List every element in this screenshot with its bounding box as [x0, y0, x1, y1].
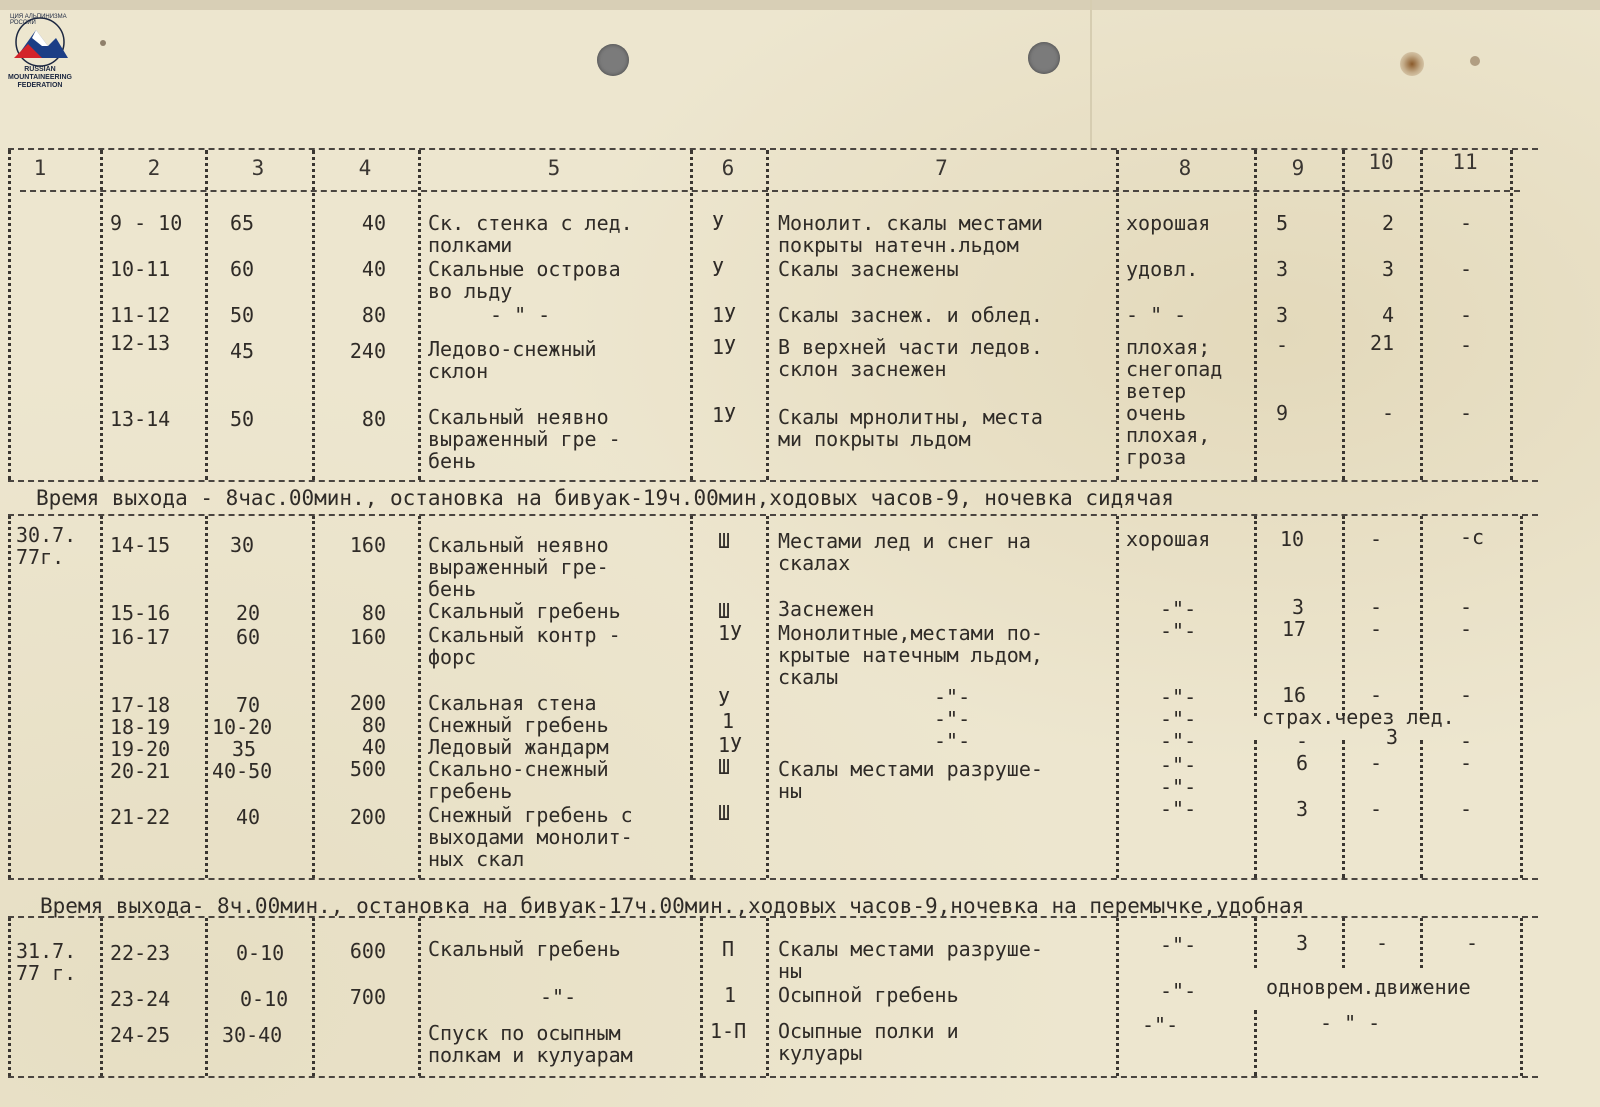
length-cell: 600 [349, 939, 386, 963]
column-rule [1254, 516, 1257, 716]
category-cell: 1 [724, 983, 737, 1007]
segment-cell: 20-21 [110, 759, 171, 783]
steepness-cell: 60 [230, 257, 255, 281]
column-rule [418, 516, 421, 878]
header-cell: 11 [1452, 150, 1478, 174]
weather-cell: плохая; снегопад ветер [1126, 335, 1223, 403]
logo-line: FEDERATION [17, 82, 63, 89]
col11-cell: - [1460, 617, 1473, 641]
col11-cell: - [1460, 595, 1473, 619]
header-cell: 4 [358, 156, 372, 180]
col9-cell: 16 [1282, 683, 1307, 707]
segment-cell: 13-14 [110, 407, 171, 431]
rust-stain [1470, 56, 1480, 66]
column-rule [700, 918, 703, 1076]
column-rule [418, 150, 421, 480]
header-cell: 10 [1368, 150, 1394, 174]
length-cell: 40 [361, 257, 386, 281]
column-rule [1254, 1010, 1257, 1076]
length-cell: 160 [349, 625, 386, 649]
category-cell: 1У [712, 335, 737, 359]
description-cell: Заснежен [778, 597, 875, 621]
header-cell: 3 [251, 156, 265, 180]
segment-cell: 18-19 [110, 715, 171, 739]
col11-cell: - [1460, 729, 1473, 753]
relief-cell: Скальный гребень [428, 937, 621, 961]
relief-cell: Ск. стенка с лед. полками [428, 211, 633, 257]
column-rule [690, 150, 693, 480]
column-rule [100, 918, 103, 1076]
col10-cell: - [1382, 401, 1395, 425]
weather-cell: хорошая [1126, 527, 1211, 551]
description-cell: Осыпной гребень [778, 983, 959, 1007]
date-cell: 31.7. 77 г. [16, 939, 77, 985]
segment-cell: 12-13 [110, 331, 171, 355]
col11-cell: - [1466, 931, 1479, 955]
relief-cell: Скальная стена [428, 691, 597, 715]
weather-cell: -"- [1160, 729, 1197, 753]
weather-cell: -"- [1160, 685, 1197, 709]
col10-cell: - [1370, 683, 1383, 707]
length-cell: 80 [361, 407, 386, 431]
rust-stain [1400, 52, 1424, 76]
steepness-cell: 10-20 [212, 715, 273, 739]
punch-hole [1028, 42, 1060, 74]
col9-cell: 17 [1282, 617, 1307, 641]
column-rule [1420, 516, 1423, 716]
category-cell: Ш [718, 801, 731, 825]
description-cell: -"- [934, 729, 971, 753]
description-cell: Местами лед и снег на скалах [778, 529, 1031, 575]
category-cell: У [712, 257, 725, 281]
length-cell: 500 [349, 757, 386, 781]
col9-cell: - " - [1320, 1011, 1381, 1035]
steepness-cell: 70 [236, 693, 261, 717]
description-cell: Скалы заснеж. и облед. [778, 303, 1043, 327]
weather-cell: очень плохая, гроза [1126, 401, 1211, 469]
category-cell: 1У [718, 621, 743, 645]
col9-cell: 6 [1296, 751, 1309, 775]
col11-cell: - [1460, 751, 1473, 775]
length-cell: 80 [361, 303, 386, 327]
column-rule [312, 516, 315, 878]
category-cell: П [722, 937, 735, 961]
segment-cell: 10-11 [110, 257, 171, 281]
steepness-cell: 20 [236, 601, 261, 625]
steepness-cell: 0-10 [240, 987, 289, 1011]
column-rule [205, 150, 208, 480]
col9-cell: 10 [1280, 527, 1305, 551]
category-cell: 1У [712, 403, 737, 427]
relief-cell: Спуск по осыпным полкам и кулуарам [428, 1021, 633, 1067]
col11-cell: - [1460, 401, 1473, 425]
column-rule [1520, 918, 1523, 1076]
steepness-cell: 65 [230, 211, 255, 235]
weather-cell: -"- -"- [1160, 753, 1197, 799]
length-cell: 80 [361, 601, 386, 625]
logo-line: RUSSIAN [24, 66, 56, 73]
column-rule [1420, 150, 1423, 480]
logo-caption [2, 66, 78, 90]
length-cell: 40 [361, 735, 386, 759]
column-rule [418, 918, 421, 1076]
column-rule [1342, 740, 1345, 878]
table-top-rule [8, 148, 1538, 150]
weather-cell: -"- [1160, 979, 1197, 1003]
steepness-cell: 40-50 [212, 759, 273, 783]
segment-cell: 17-18 [110, 693, 171, 717]
section-rule [8, 878, 1538, 880]
ink-spot [100, 40, 106, 46]
column-rule [312, 918, 315, 1076]
description-cell: В верхней части ледов. склон заснежен [778, 335, 1043, 381]
column-rule [1342, 150, 1345, 480]
col11-cell: - [1460, 211, 1473, 235]
steepness-cell: 60 [236, 625, 261, 649]
segment-cell: 15-16 [110, 601, 171, 625]
col9-cell: - [1296, 729, 1309, 753]
steepness-cell: 35 [232, 737, 257, 761]
description-cell: Осыпные полки и кулуары [778, 1019, 959, 1065]
col10-cell: - [1370, 797, 1383, 821]
column-rule [205, 516, 208, 878]
col9-cell: 3 [1296, 797, 1309, 821]
day-summary-line: Время выхода - 8час.00мин., остановка на бивуак-19ч.00мин,ходовых часов-9, ночевка сидячая [36, 486, 1174, 510]
column-rule [1254, 150, 1257, 480]
column-rule [1420, 918, 1423, 968]
weather-cell: - " - [1126, 303, 1187, 327]
segment-cell: 22-23 [110, 941, 171, 965]
weather-cell: удовл. [1126, 257, 1199, 281]
category-cell: Ш [718, 599, 731, 623]
relief-cell: Скальные острова во льду [428, 257, 621, 303]
category-cell: У [712, 211, 725, 235]
col10-cell: 3 [1382, 257, 1395, 281]
col9-cell: 5 [1276, 211, 1289, 235]
column-rule [766, 150, 769, 480]
col11-cell: -c [1460, 525, 1485, 549]
length-cell: 80 [361, 713, 386, 737]
header-cell: 9 [1291, 156, 1305, 180]
column-rule [690, 516, 693, 878]
length-cell: 160 [349, 533, 386, 557]
col11-cell: - [1460, 303, 1473, 327]
col10-cell: - [1370, 527, 1383, 551]
col10-cell: - [1370, 751, 1383, 775]
day-summary-line: Время выхода- 8ч.00мин., остановка на бивуак-17ч.00мин.,ходовых часов-9,ночевка на перемычке,удобная [40, 894, 1305, 918]
col9-cell: 3 [1296, 931, 1309, 955]
span-note: страх.через лед. [1262, 705, 1455, 729]
column-rule [1254, 918, 1257, 968]
relief-cell: Скально-снежный гребень [428, 757, 609, 803]
column-rule [1342, 516, 1345, 716]
header-cell: 7 [935, 156, 948, 180]
column-rule [100, 516, 103, 878]
header-rule [20, 190, 1520, 192]
category-cell: Ш [718, 755, 731, 779]
weather-cell: хорошая [1126, 211, 1211, 235]
header-cell: 5 [547, 156, 561, 180]
col9-cell: 9 [1276, 401, 1289, 425]
weather-cell: -"- [1160, 797, 1197, 821]
mountaineering-federation-logo [2, 12, 78, 89]
column-rule [100, 150, 103, 480]
column-rule [766, 516, 769, 878]
col11-cell: - [1460, 257, 1473, 281]
steepness-cell: 50 [230, 407, 255, 431]
col10-cell: 21 [1370, 331, 1395, 355]
col9-cell: - [1276, 333, 1289, 357]
column-rule [8, 150, 11, 480]
relief-cell: Скальный неявно выраженный гре - бень [428, 405, 621, 473]
column-rule [1520, 516, 1523, 878]
table-bottom-rule [8, 1076, 1538, 1078]
relief-cell: - " - [490, 303, 551, 327]
section-rule [8, 480, 1538, 482]
col11-cell: - [1460, 797, 1473, 821]
segment-cell: 21-22 [110, 805, 171, 829]
relief-cell: Снежный гребень [428, 713, 609, 737]
col10-cell: 2 [1382, 211, 1395, 235]
steepness-cell: 30-40 [222, 1023, 283, 1047]
segment-cell: 19-20 [110, 737, 171, 761]
column-rule [8, 918, 11, 1076]
col9-cell: 3 [1276, 303, 1289, 327]
steepness-cell: 40 [236, 805, 261, 829]
length-cell: 40 [361, 211, 386, 235]
col9-cell: 3 [1276, 257, 1289, 281]
col11-cell: - [1460, 683, 1473, 707]
span-note: одноврем.движение [1266, 975, 1471, 999]
header-cell: 8 [1178, 156, 1192, 180]
weather-cell: -"- [1160, 619, 1197, 643]
relief-cell: -"- [540, 985, 577, 1009]
description-cell: Монолитные,местами по- крытые натечным льдом, скалы [778, 621, 1043, 689]
steepness-cell: 45 [230, 339, 255, 363]
description-cell: Скалы местами разруше- ны [778, 757, 1043, 803]
column-rule [205, 918, 208, 1076]
weather-cell: -"- [1160, 597, 1197, 621]
description-cell: Монолит. скалы местами покрыты натечн.льдом [778, 211, 1043, 257]
relief-cell: Скальный гребень [428, 599, 621, 623]
header-cell: 6 [721, 156, 735, 180]
col10-cell: - [1370, 595, 1383, 619]
column-rule [312, 150, 315, 480]
paper-fold-line [1090, 0, 1092, 150]
header-cell: 2 [147, 156, 161, 180]
relief-cell: Ледовый жандарм [428, 735, 609, 759]
paper-top-edge [0, 0, 1600, 10]
steepness-cell: 30 [230, 533, 255, 557]
description-cell: Скалы местами разруше- ны [778, 937, 1043, 983]
segment-cell: 23-24 [110, 987, 171, 1011]
weather-cell: -"- [1160, 707, 1197, 731]
header-cell: 1 [33, 156, 47, 180]
column-rule [1116, 516, 1119, 878]
relief-cell: Ледово-снежный склон [428, 337, 597, 383]
date-cell: 30.7. 77г. [16, 523, 77, 569]
segment-cell: 9 - 10 [110, 211, 183, 235]
column-rule [766, 918, 769, 1076]
punch-hole [597, 44, 629, 76]
category-cell: Ш [718, 529, 731, 553]
column-rule [1510, 150, 1513, 480]
description-cell: -"- [934, 685, 971, 709]
column-rule [1342, 918, 1345, 968]
description-cell: Скалы мрнолитны, места ми покрыты льдом [778, 405, 1043, 451]
category-cell: 1У [712, 303, 737, 327]
length-cell: 700 [349, 985, 386, 1009]
col11-cell: - [1460, 333, 1473, 357]
weather-cell: -"- [1142, 1013, 1179, 1037]
section-rule [8, 514, 1538, 516]
weather-cell: -"- [1160, 933, 1197, 957]
col10-cell: 3 [1386, 725, 1399, 749]
segment-cell: 11-12 [110, 303, 171, 327]
column-rule [1254, 740, 1257, 878]
column-rule [1116, 150, 1119, 480]
steepness-cell: 0-10 [236, 941, 285, 965]
column-rule [1116, 918, 1119, 1076]
relief-cell: Скальный контр - форс [428, 623, 621, 669]
segment-cell: 24-25 [110, 1023, 171, 1047]
category-cell: 1-П [710, 1019, 747, 1043]
length-cell: 240 [349, 339, 386, 363]
relief-cell: Скальный неявно выраженный гре- бень [428, 533, 609, 601]
col10-cell: 4 [1382, 303, 1395, 327]
column-rule [1420, 740, 1423, 878]
length-cell: 200 [349, 691, 386, 715]
description-cell: -"- [934, 707, 971, 731]
col10-cell: - [1370, 617, 1383, 641]
logo-line: MOUNTAINEERING [7, 74, 73, 81]
length-cell: 200 [349, 805, 386, 829]
category-cell: 1У [718, 733, 743, 757]
col10-cell: - [1376, 931, 1389, 955]
column-rule [8, 516, 11, 878]
category-cell: У [718, 687, 731, 711]
segment-cell: 16-17 [110, 625, 171, 649]
description-cell: Скалы заснежены [778, 257, 959, 281]
logo-arc-text: ЦИЯ АЛЬПИНИЗМА РОССИИ [10, 14, 67, 26]
col9-cell: 3 [1292, 595, 1305, 619]
steepness-cell: 50 [230, 303, 255, 327]
segment-cell: 14-15 [110, 533, 171, 557]
relief-cell: Снежный гребень с выходами монолит- ных скал [428, 803, 633, 871]
category-cell: 1 [722, 709, 735, 733]
